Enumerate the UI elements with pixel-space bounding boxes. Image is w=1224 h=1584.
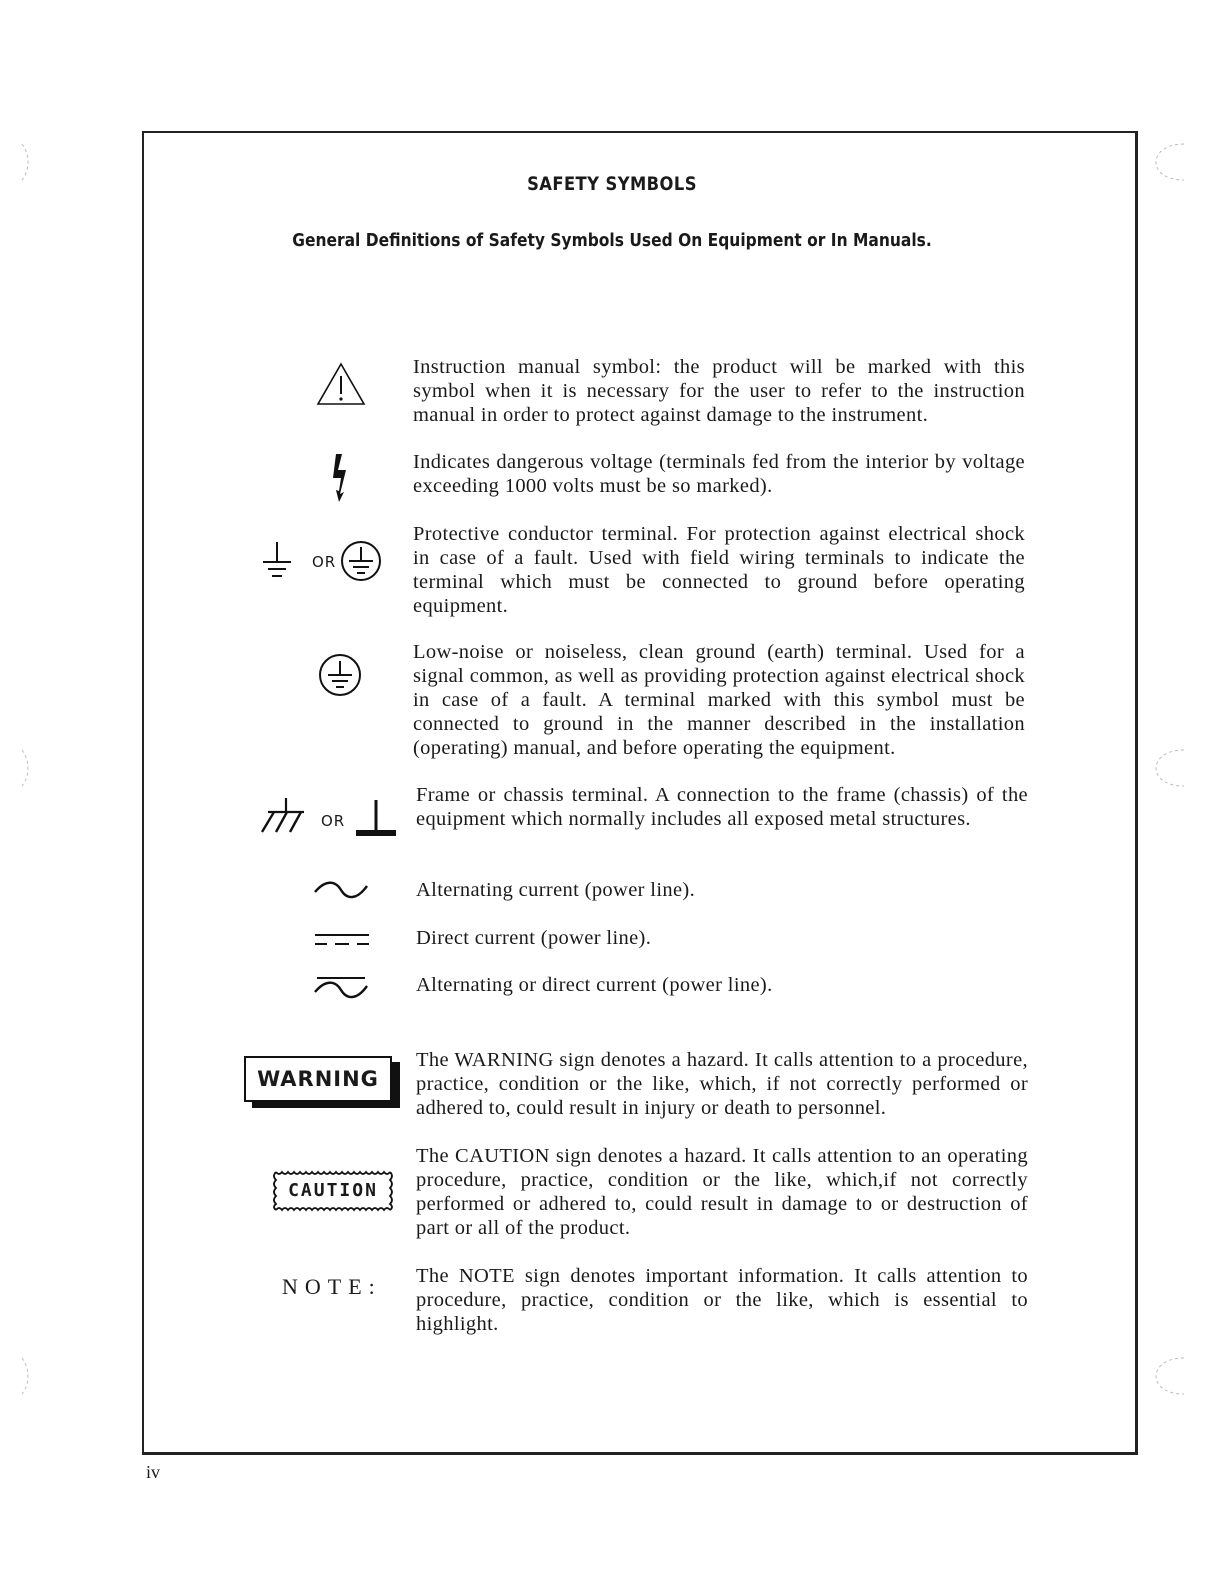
circled-ground-icon bbox=[340, 537, 382, 585]
definition-frame-chassis: Frame or chassis terminal. A connection to the frame (chassis) of the equipment which normally includes all exposed metal structures. bbox=[416, 784, 1028, 830]
lightning-bolt-icon bbox=[328, 452, 352, 502]
binder-hole-mark bbox=[1150, 746, 1190, 790]
ac-dc-icon bbox=[313, 974, 369, 1000]
circled-ground-icon bbox=[317, 651, 363, 699]
definition-caution: The CAUTION sign denotes a hazard. It calls attention to an operating procedure, practice, condition or the like, which,if not correctly performed or adhered to, could result in damage to or destruction of part or all of the product. bbox=[416, 1145, 1028, 1239]
definition-ac-or-dc: Alternating or direct current (power line). bbox=[416, 974, 773, 996]
chassis-ground-icon bbox=[256, 796, 310, 836]
ground-icon bbox=[260, 538, 294, 582]
definition-protective-conductor: Protective conductor terminal. For protection against electrical shock in case of a fault. Used with field wiring terminals to indicate the terminal which must be connected to ground before operating equipment. bbox=[413, 523, 1025, 617]
definition-note: The NOTE sign denotes important information. It calls attention to procedure, practice, condition or the like, which is essential to highlight. bbox=[416, 1265, 1028, 1335]
binder-hole-mark bbox=[1150, 1354, 1190, 1398]
ac-wave-icon bbox=[313, 880, 369, 900]
definition-clean-ground: Low-noise or noiseless, clean ground (earth) terminal. Used for a signal common, as well as providing protection against electrical shock in case of a fault. A terminal marked with this symbol must be connected to ground in the manner described in the installation (operating) manual, and before operating the equipment. bbox=[413, 641, 1025, 759]
definition-warning: The WARNING sign denotes a hazard. It calls attention to a procedure, practice, condition or the like, which, if not correctly performed or adhered to, could result in injury or death to personnel. bbox=[416, 1049, 1028, 1119]
note-label: NOTE: bbox=[282, 1274, 382, 1299]
binder-hole-mark bbox=[1150, 140, 1190, 184]
page-title: SAFETY SYMBOLS bbox=[527, 173, 697, 195]
definition-alternating-current: Alternating current (power line). bbox=[416, 879, 696, 901]
exclamation-triangle-icon bbox=[316, 362, 366, 406]
or-label: OR bbox=[312, 553, 337, 571]
or-label: OR bbox=[321, 812, 346, 830]
page-subtitle: General Definitions of Safety Symbols Used On Equipment or In Manuals. bbox=[292, 230, 932, 251]
binder-hole-mark bbox=[16, 746, 36, 790]
definition-instruction-manual: Instruction manual symbol: the product will be marked with this symbol when it is necessary for the user to refer to the instruction manual in order to protect against damage to the instrument. bbox=[413, 356, 1025, 426]
warning-sign: WARNING bbox=[244, 1056, 392, 1102]
chassis-terminal-icon bbox=[356, 798, 396, 838]
binder-hole-mark bbox=[16, 140, 36, 184]
caution-sign bbox=[270, 1168, 396, 1214]
dc-icon bbox=[313, 930, 371, 950]
definition-dangerous-voltage: Indicates dangerous voltage (terminals fed from the interior by voltage exceeding 1000 volts must be so marked). bbox=[413, 451, 1025, 497]
binder-hole-mark bbox=[16, 1354, 36, 1398]
page-number: iv bbox=[146, 1462, 161, 1482]
caution-label: CAUTION bbox=[288, 1180, 378, 1201]
definition-direct-current: Direct current (power line). bbox=[416, 927, 652, 949]
